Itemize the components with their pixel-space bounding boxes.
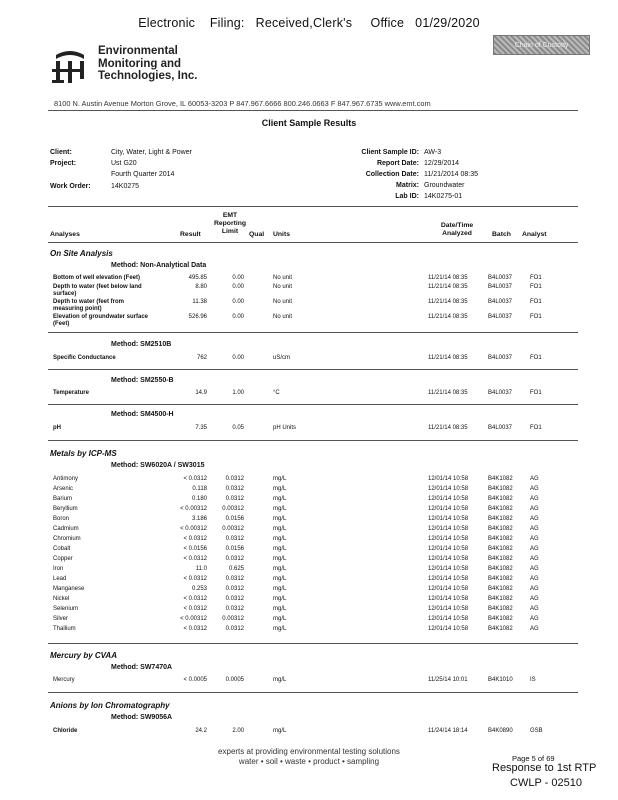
batch-value: B4K1082 bbox=[488, 576, 513, 582]
col-emt: EMT bbox=[222, 212, 238, 219]
date-value: 12/01/14 10:58 bbox=[428, 626, 469, 632]
table-row bbox=[0, 556, 618, 566]
col-datetime-1: Date/Time bbox=[440, 222, 474, 229]
units-value: mg/L bbox=[273, 526, 287, 532]
table-row bbox=[0, 728, 618, 738]
matrix-label: Matrix: bbox=[396, 182, 419, 189]
date-value: 11/21/14 08:35 bbox=[428, 275, 468, 281]
analyte-name: Chloride bbox=[53, 728, 78, 734]
analyte-name: Thallium bbox=[53, 626, 76, 632]
analyte-name: Beryllium bbox=[53, 506, 78, 512]
analyst-value: AG bbox=[530, 476, 539, 482]
result-value: < 0.00312 bbox=[180, 616, 207, 622]
batch-value: B4L0037 bbox=[488, 314, 513, 320]
date-value: 12/01/14 10:58 bbox=[428, 536, 469, 542]
batch-value: B4K1082 bbox=[488, 496, 513, 502]
units-value: mg/L bbox=[273, 506, 287, 512]
col-datetime bbox=[432, 222, 482, 238]
limit-value: 0.625 bbox=[228, 566, 244, 572]
method-sm2510b: Method: SM2510B bbox=[111, 341, 172, 348]
limit-value: 0.0312 bbox=[225, 596, 244, 602]
units-value: No unit bbox=[273, 275, 293, 281]
lab-id-value: 14K0275-01 bbox=[424, 193, 463, 200]
divider bbox=[48, 206, 578, 207]
units-value: No unit bbox=[273, 314, 293, 320]
table-row bbox=[0, 576, 618, 586]
units-value: mg/L bbox=[273, 556, 287, 562]
method-sw9056a: Method: SW9056A bbox=[111, 714, 173, 721]
analyte-name: Temperature bbox=[53, 390, 89, 396]
batch-value: B4K1082 bbox=[488, 566, 513, 572]
date-value: 12/01/14 10:58 bbox=[428, 516, 469, 522]
table-row bbox=[0, 677, 618, 687]
limit-value: 0.0312 bbox=[225, 496, 244, 502]
table-row bbox=[0, 355, 618, 365]
analyst-value: FO1 bbox=[530, 390, 542, 396]
limit-value: 0.00 bbox=[232, 355, 244, 361]
result-value: 0.180 bbox=[191, 496, 207, 502]
col-result: Result bbox=[180, 231, 201, 238]
date-value: 11/21/14 08:35 bbox=[428, 299, 468, 305]
method-sm4500h: Method: SM4500-H bbox=[111, 411, 174, 418]
table-row bbox=[0, 486, 618, 496]
date-value: 12/01/14 10:58 bbox=[428, 496, 469, 502]
analyst-value: FO1 bbox=[530, 355, 542, 361]
table-row bbox=[0, 526, 618, 536]
table-row bbox=[0, 566, 618, 576]
client-label: Client: bbox=[50, 149, 72, 156]
section-metals: Metals by ICP-MS bbox=[50, 449, 117, 458]
analyte-name: Depth to water (feet below land bbox=[53, 284, 142, 290]
table-row bbox=[0, 586, 618, 596]
col-reporting-limit bbox=[210, 212, 250, 236]
date-value: 12/01/14 10:58 bbox=[428, 606, 469, 612]
analyte-name: Arsenic bbox=[53, 486, 74, 492]
lab-id-label: Lab ID: bbox=[395, 193, 419, 200]
result-value: 0.118 bbox=[192, 486, 207, 492]
limit-value: 0.0312 bbox=[225, 606, 244, 612]
date-value: 12/01/14 10:58 bbox=[428, 596, 469, 602]
batch-value: B4K1082 bbox=[488, 516, 513, 522]
table-row bbox=[0, 616, 618, 626]
analyst-value: FO1 bbox=[530, 284, 542, 290]
table-row bbox=[0, 536, 618, 546]
result-value: 7.35 bbox=[195, 425, 207, 431]
work-order-value: 14K0275 bbox=[111, 183, 140, 190]
col-analyst: Analyst bbox=[522, 231, 547, 238]
date-value: 11/24/14 18:14 bbox=[428, 728, 468, 734]
analyte-name: Depth to water (feet from bbox=[53, 299, 125, 305]
result-value: 11.0 bbox=[195, 566, 207, 572]
analyte-name: Bottom of well elevation (Feet) bbox=[53, 275, 141, 281]
analyte-name-continued: (Feet) bbox=[53, 321, 70, 327]
limit-value: 0.00 bbox=[232, 284, 244, 290]
analyst-value: AG bbox=[530, 546, 539, 552]
units-value: uS/cm bbox=[273, 355, 291, 361]
units-value: mg/L bbox=[273, 516, 287, 522]
analyst-value: AG bbox=[530, 526, 539, 532]
col-units: Units bbox=[273, 231, 290, 238]
analyst-value: FO1 bbox=[530, 425, 542, 431]
limit-value: 0.0312 bbox=[225, 586, 244, 592]
result-value: 0.253 bbox=[191, 586, 207, 592]
result-value: 14.9 bbox=[195, 390, 207, 396]
divider bbox=[48, 369, 578, 370]
result-value: < 0.0156 bbox=[183, 546, 207, 552]
analyte-name-continued: measuring point) bbox=[53, 306, 102, 312]
company-line-2: Monitoring and bbox=[98, 57, 182, 70]
analyst-value: AG bbox=[530, 576, 539, 582]
date-value: 11/21/14 08:35 bbox=[428, 355, 468, 361]
units-value: mg/L bbox=[273, 626, 287, 632]
analyte-name: Specific Conductance bbox=[53, 355, 116, 361]
project-label: Project: bbox=[50, 160, 77, 167]
client-value: City, Water, Light & Power bbox=[111, 149, 192, 156]
limit-value: 0.0312 bbox=[225, 556, 244, 562]
report-date-value: 12/29/2014 bbox=[424, 160, 460, 167]
result-value: 762 bbox=[196, 355, 207, 361]
collection-date-label: Collection Date: bbox=[365, 171, 419, 178]
result-value: < 0.0312 bbox=[183, 556, 207, 562]
table-row bbox=[0, 506, 618, 516]
limit-value: 0.0312 bbox=[225, 626, 244, 632]
analyst-value: AG bbox=[530, 506, 539, 512]
result-value: < 0.0312 bbox=[183, 626, 207, 632]
result-value: < 0.0312 bbox=[183, 536, 207, 542]
collection-date-value: 11/21/2014 08:35 bbox=[424, 171, 478, 178]
result-value: 3.186 bbox=[191, 516, 207, 522]
col-reporting: Reporting bbox=[213, 220, 247, 227]
result-value: < 0.0312 bbox=[183, 576, 207, 582]
units-value: mg/L bbox=[273, 576, 287, 582]
result-value: < 0.0005 bbox=[183, 677, 207, 683]
batch-value: B4K1082 bbox=[488, 596, 513, 602]
matrix-value: Groundwater bbox=[424, 182, 465, 189]
company-line-1: Environmental bbox=[98, 45, 178, 57]
date-value: 12/01/14 10:58 bbox=[428, 506, 469, 512]
limit-value: 0.00312 bbox=[222, 616, 244, 622]
limit-value: 0.0005 bbox=[225, 677, 244, 683]
analyst-value: FO1 bbox=[530, 314, 542, 320]
limit-value: 0.00 bbox=[232, 299, 244, 305]
stamp-box: Chain of Custody bbox=[493, 35, 590, 55]
sample-id-label: Client Sample ID: bbox=[361, 149, 419, 156]
table-row bbox=[0, 390, 618, 400]
date-value: 11/21/14 08:35 bbox=[428, 314, 468, 320]
company-line-3: Technologies, Inc. bbox=[98, 70, 198, 82]
date-value: 12/01/14 10:58 bbox=[428, 476, 469, 482]
method-sm2550b: Method: SM2550-B bbox=[111, 377, 174, 384]
result-value: < 0.0312 bbox=[183, 606, 207, 612]
limit-value: 0.0312 bbox=[225, 576, 244, 582]
analyte-name: Cadmium bbox=[53, 526, 79, 532]
result-value: 495.85 bbox=[188, 275, 207, 281]
batch-value: B4L0037 bbox=[488, 284, 513, 290]
analyte-name: Antimony bbox=[53, 476, 79, 482]
analyte-name: Manganese bbox=[53, 586, 85, 592]
result-value: 24.2 bbox=[195, 728, 207, 734]
batch-value: B4K1082 bbox=[488, 546, 513, 552]
result-value: < 0.00312 bbox=[180, 506, 207, 512]
units-value: °C bbox=[273, 390, 280, 396]
table-row bbox=[0, 546, 618, 556]
date-value: 11/25/14 10:01 bbox=[428, 677, 468, 683]
batch-value: B4L0037 bbox=[488, 355, 513, 361]
date-value: 11/21/14 08:35 bbox=[428, 425, 468, 431]
col-datetime-2: Analyzed bbox=[442, 230, 472, 237]
table-row bbox=[0, 626, 618, 636]
units-value: mg/L bbox=[273, 677, 287, 683]
col-analyses: Analyses bbox=[50, 231, 80, 238]
divider bbox=[48, 332, 578, 333]
analyst-value: AG bbox=[530, 556, 539, 562]
batch-value: B4K1082 bbox=[488, 616, 513, 622]
result-value: 526.96 bbox=[188, 314, 207, 320]
analyte-name: Iron bbox=[53, 566, 64, 572]
analyte-name: Copper bbox=[53, 556, 73, 562]
units-value: mg/L bbox=[273, 616, 287, 622]
table-row bbox=[0, 425, 618, 435]
analyte-name: Boron bbox=[53, 516, 70, 522]
date-value: 12/01/14 10:58 bbox=[428, 526, 469, 532]
units-value: mg/L bbox=[273, 546, 287, 552]
method-non-analytical: Method: Non-Analytical Data bbox=[111, 262, 207, 269]
units-value: mg/L bbox=[273, 536, 287, 542]
col-batch: Batch bbox=[492, 231, 511, 238]
table-row bbox=[0, 516, 618, 526]
analyte-name: Nickel bbox=[53, 596, 70, 602]
table-row-continued bbox=[0, 321, 618, 331]
table-row bbox=[0, 596, 618, 606]
section-mercury: Mercury by CVAA bbox=[50, 651, 117, 660]
divider bbox=[48, 404, 578, 405]
date-value: 12/01/14 10:58 bbox=[428, 616, 469, 622]
footer-tagline-1: experts at providing environmental testing solutions bbox=[218, 747, 400, 756]
batch-value: B4K1082 bbox=[488, 586, 513, 592]
analyte-name: pH bbox=[53, 425, 61, 431]
limit-value: 0.00 bbox=[232, 314, 244, 320]
analyst-value: AG bbox=[530, 616, 539, 622]
batch-value: B4K1082 bbox=[488, 526, 513, 532]
analyte-name: Barium bbox=[53, 496, 73, 502]
project-value-1: Ust G20 bbox=[111, 160, 137, 167]
limit-value: 0.0312 bbox=[225, 476, 244, 482]
date-value: 12/01/14 10:58 bbox=[428, 546, 469, 552]
limit-value: 1.00 bbox=[232, 390, 244, 396]
result-value: 8.80 bbox=[195, 284, 207, 290]
divider bbox=[48, 692, 578, 693]
limit-value: 2.00 bbox=[232, 728, 244, 734]
batch-value: B4K1082 bbox=[488, 556, 513, 562]
analyst-value: AG bbox=[530, 516, 539, 522]
section-onsite: On Site Analysis bbox=[50, 249, 113, 258]
method-sw6020a: Method: SW6020A / SW3015 bbox=[111, 462, 205, 469]
limit-value: 0.00312 bbox=[222, 526, 244, 532]
units-value: mg/L bbox=[273, 586, 287, 592]
date-value: 11/21/14 08:35 bbox=[428, 390, 468, 396]
page-number: Page 5 of 69 bbox=[512, 754, 555, 763]
filing-header: Electronic Filing: Received,Clerk's Office 01/29/2020 bbox=[138, 16, 480, 30]
units-value: mg/L bbox=[273, 566, 287, 572]
units-value: mg/L bbox=[273, 486, 287, 492]
units-value: No unit bbox=[273, 299, 293, 305]
analyst-value: AG bbox=[530, 486, 539, 492]
section-anions: Anions by Ion Chromatography bbox=[50, 701, 170, 710]
table-row bbox=[0, 476, 618, 486]
analyst-value: GSB bbox=[530, 728, 543, 734]
batch-value: B4K1010 bbox=[488, 677, 513, 683]
analyst-value: AG bbox=[530, 496, 539, 502]
date-value: 12/01/14 10:58 bbox=[428, 586, 469, 592]
result-value: < 0.0312 bbox=[183, 476, 207, 482]
batch-value: B4K1082 bbox=[488, 606, 513, 612]
batch-value: B4L0037 bbox=[488, 390, 513, 396]
limit-value: 0.0156 bbox=[225, 516, 244, 522]
analyte-name: Cobalt bbox=[53, 546, 71, 552]
analyte-name: Lead bbox=[53, 576, 67, 582]
divider bbox=[48, 110, 578, 111]
result-value: < 0.00312 bbox=[180, 526, 207, 532]
units-value: mg/L bbox=[273, 496, 287, 502]
limit-value: 0.05 bbox=[232, 425, 244, 431]
analyst-value: AG bbox=[530, 606, 539, 612]
analyst-value: AG bbox=[530, 626, 539, 632]
limit-value: 0.00312 bbox=[222, 506, 244, 512]
project-value-2: Fourth Quarter 2014 bbox=[111, 171, 175, 178]
batch-value: B4L0037 bbox=[488, 275, 513, 281]
date-value: 11/21/14 08:35 bbox=[428, 284, 468, 290]
company-address: 8100 N. Austin Avenue Morton Grove, IL 60053-3203 P 847.967.6666 800.246.0663 F 847.967.6735 www.emt.com bbox=[54, 99, 431, 108]
analyst-value: AG bbox=[530, 586, 539, 592]
limit-value: 0.0156 bbox=[225, 546, 244, 552]
units-value: mg/L bbox=[273, 728, 287, 734]
batch-value: B4K1082 bbox=[488, 476, 513, 482]
work-order-label: Work Order: bbox=[50, 183, 91, 190]
analyte-name-continued: surface) bbox=[53, 291, 77, 297]
units-value: mg/L bbox=[273, 476, 287, 482]
units-value: mg/L bbox=[273, 596, 287, 602]
units-value: No unit bbox=[273, 284, 293, 290]
batch-value: B4K1082 bbox=[488, 506, 513, 512]
analyst-value: AG bbox=[530, 536, 539, 542]
emt-logo-icon bbox=[50, 49, 90, 87]
batch-value: B4K1082 bbox=[488, 626, 513, 632]
analyst-value: FO1 bbox=[530, 275, 542, 281]
limit-value: 0.0312 bbox=[225, 536, 244, 542]
report-title: Client Sample Results bbox=[261, 118, 357, 128]
batch-value: B4K1082 bbox=[488, 486, 513, 492]
col-qual: Qual bbox=[249, 231, 265, 238]
col-limit: Limit bbox=[221, 228, 239, 235]
batch-value: B4L0037 bbox=[488, 299, 513, 305]
analyst-value: IS bbox=[530, 677, 536, 683]
result-value: < 0.0312 bbox=[183, 596, 207, 602]
analyte-name: Selenium bbox=[53, 606, 79, 612]
batch-value: B4K0890 bbox=[488, 728, 513, 734]
units-value: pH Units bbox=[273, 425, 297, 431]
analyte-name: Silver bbox=[53, 616, 69, 622]
batch-value: B4K1082 bbox=[488, 536, 513, 542]
analyst-value: FO1 bbox=[530, 299, 542, 305]
footer-tagline-2: water • soil • waste • product • sampling bbox=[238, 757, 380, 766]
method-sw7470a: Method: SW7470A bbox=[111, 664, 173, 671]
response-label: Response to 1st RTP bbox=[492, 762, 597, 774]
date-value: 12/01/14 10:58 bbox=[428, 556, 469, 562]
analyst-value: AG bbox=[530, 596, 539, 602]
limit-value: 0.0312 bbox=[225, 486, 244, 492]
divider bbox=[48, 440, 578, 441]
date-value: 12/01/14 10:58 bbox=[428, 566, 469, 572]
units-value: mg/L bbox=[273, 606, 287, 612]
report-date-label: Report Date: bbox=[376, 160, 419, 167]
table-row bbox=[0, 606, 618, 616]
analyst-value: AG bbox=[530, 566, 539, 572]
divider bbox=[48, 242, 578, 243]
company-name bbox=[98, 45, 197, 83]
batch-value: B4L0037 bbox=[488, 425, 513, 431]
divider bbox=[48, 643, 578, 644]
document-number: CWLP - 02510 bbox=[510, 777, 582, 789]
limit-value: 0.00 bbox=[232, 275, 244, 281]
table-row bbox=[0, 496, 618, 506]
analyte-name: Elevation of groundwater surface bbox=[53, 314, 149, 320]
analyte-name: Mercury bbox=[53, 677, 75, 683]
analyte-name: Chromium bbox=[53, 536, 81, 542]
sample-id-value: AW-3 bbox=[424, 149, 442, 156]
date-value: 12/01/14 10:58 bbox=[428, 576, 469, 582]
date-value: 12/01/14 10:58 bbox=[428, 486, 469, 492]
result-value: 11.38 bbox=[192, 299, 207, 305]
